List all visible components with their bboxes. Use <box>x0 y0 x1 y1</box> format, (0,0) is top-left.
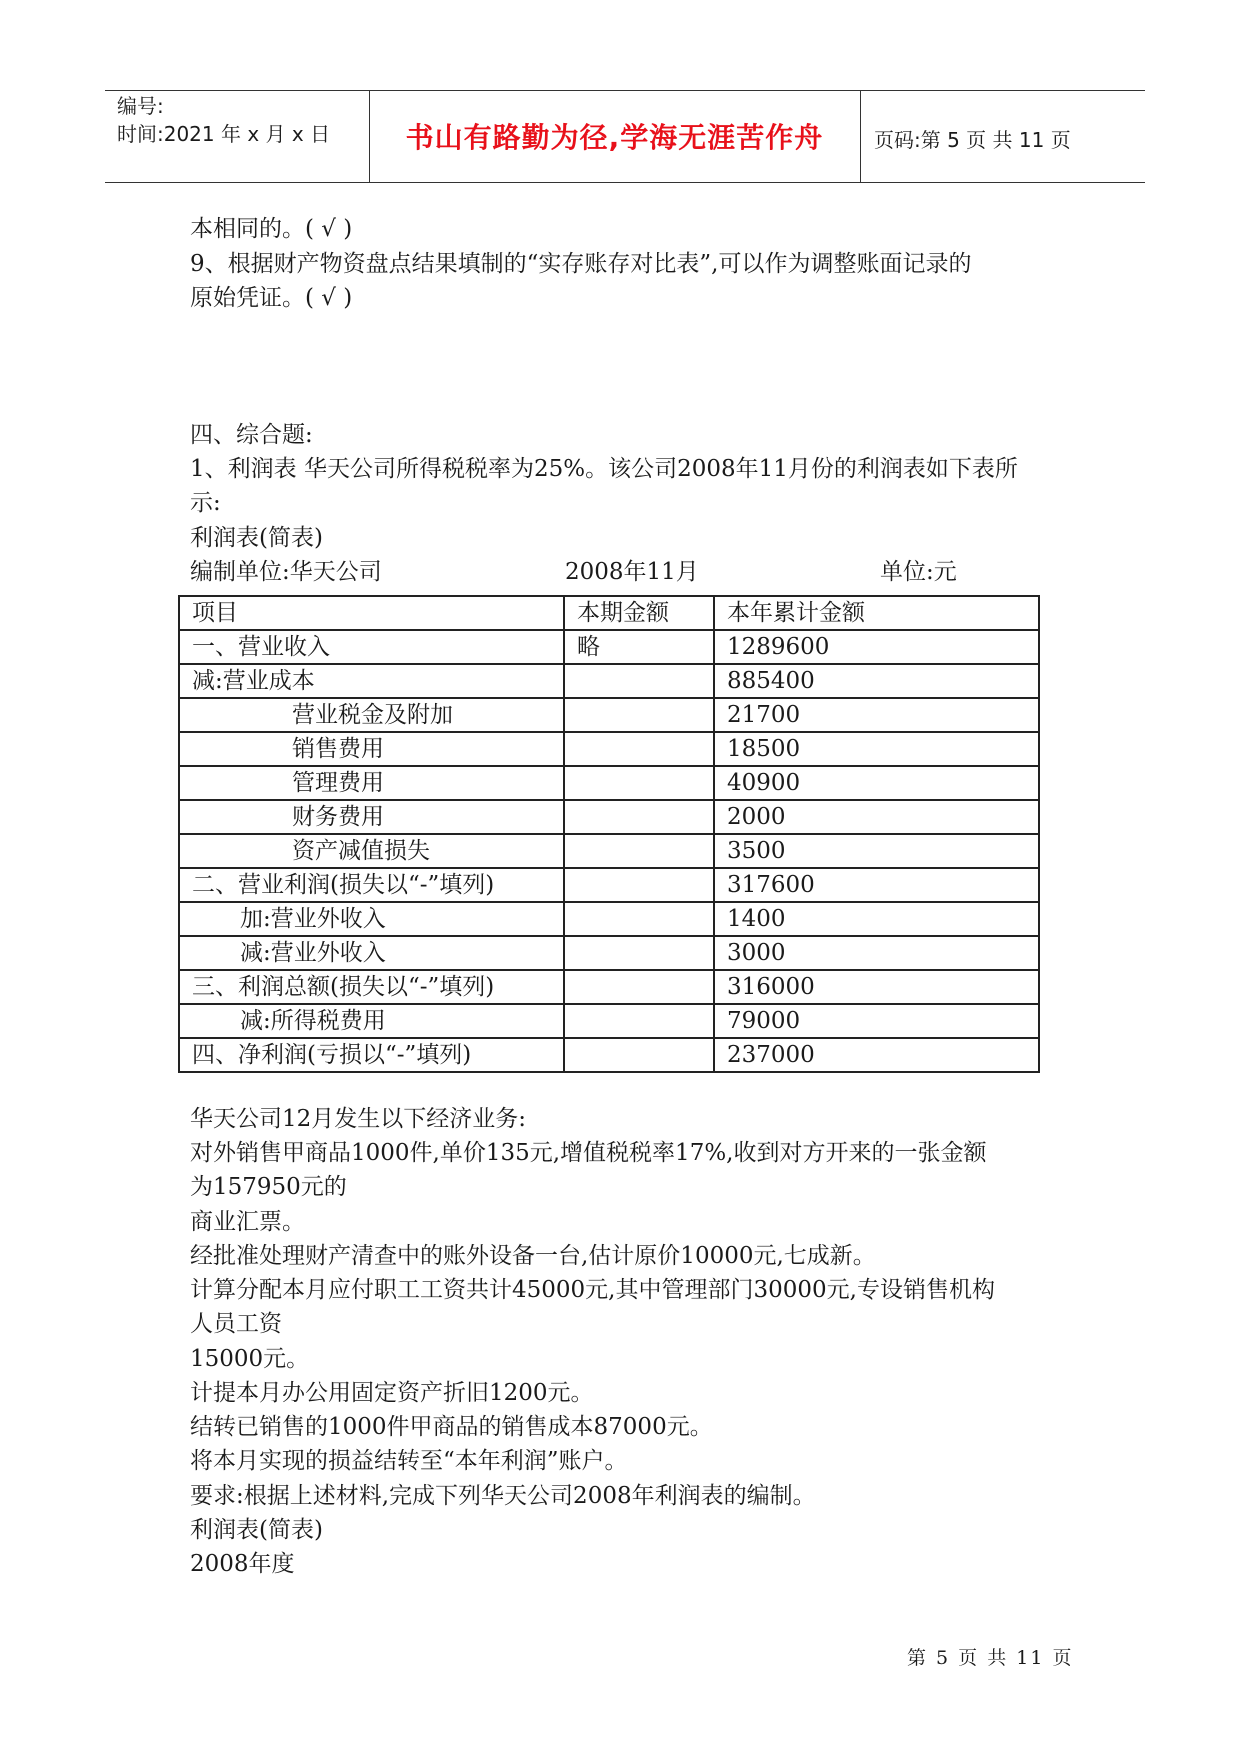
compiling-unit: 编制单位:华天公司 <box>190 559 382 585</box>
table-title: 利润表(简表) <box>190 1517 323 1543</box>
row-item: 减:所得税费用 <box>179 1004 564 1038</box>
text-line: 要求:根据上述材料,完成下列华天公司2008年利润表的编制。 <box>190 1483 816 1509</box>
table-row <box>179 1004 1039 1038</box>
row-current <box>564 664 714 698</box>
row-item: 营业税金及附加 <box>179 698 564 732</box>
table-row <box>179 766 1039 800</box>
table-header-row <box>179 596 1039 630</box>
text-line: 计提本月办公用固定资产折旧1200元。 <box>190 1380 594 1406</box>
text-line: 华天公司12月发生以下经济业务: <box>190 1106 527 1132</box>
header-item: 项目 <box>179 596 564 630</box>
row-ytd: 317600 <box>714 868 1039 902</box>
row-current <box>564 970 714 1004</box>
header-current: 本期金额 <box>564 596 714 630</box>
row-current <box>564 936 714 970</box>
table-title: 利润表(简表) <box>190 525 323 551</box>
header-bottom-rule <box>105 182 1145 183</box>
row-item: 管理费用 <box>179 766 564 800</box>
text-line: 15000元。 <box>190 1346 310 1372</box>
row-ytd: 40900 <box>714 766 1039 800</box>
row-item: 三、利润总额(损失以“-”填列) <box>179 970 564 1004</box>
row-item: 减:营业成本 <box>179 664 564 698</box>
income-statement-table <box>178 595 1040 1073</box>
row-item: 减:营业外收入 <box>179 936 564 970</box>
row-ytd: 237000 <box>714 1038 1039 1072</box>
row-current <box>564 834 714 868</box>
currency-unit: 单位:元 <box>880 559 957 585</box>
header-page-number: 页码:第 5 页 共 11 页 <box>874 128 1071 152</box>
text-line: 人员工资 <box>190 1311 282 1337</box>
report-period: 2008年度 <box>190 1551 295 1577</box>
row-ytd: 21700 <box>714 698 1039 732</box>
text-line: 示: <box>190 490 221 516</box>
row-ytd: 3500 <box>714 834 1039 868</box>
row-current <box>564 868 714 902</box>
header-divider-right <box>860 90 861 182</box>
text-line: 商业汇票。 <box>190 1209 305 1235</box>
text-line: 结转已销售的1000件甲商品的销售成本87000元。 <box>190 1414 713 1440</box>
row-item: 财务费用 <box>179 800 564 834</box>
table-row <box>179 800 1039 834</box>
text-line: 1、利润表 华天公司所得税税率为25%。该公司2008年11月份的利润表如下表所 <box>190 456 1018 482</box>
table-row <box>179 1038 1039 1072</box>
header-motto: 书山有路勤为径,学海无涯苦作舟 <box>405 121 824 154</box>
text-line: 计算分配本月应付职工工资共计45000元,其中管理部门30000元,专设销售机构 <box>190 1277 995 1303</box>
row-current <box>564 1038 714 1072</box>
row-ytd: 2000 <box>714 800 1039 834</box>
row-current <box>564 766 714 800</box>
row-current <box>564 698 714 732</box>
text-line: 原始凭证。( √ ) <box>190 285 353 311</box>
row-current: 略 <box>564 630 714 664</box>
header-number: 编号: <box>117 94 164 118</box>
table-row <box>179 936 1039 970</box>
header-top-rule <box>105 90 1145 91</box>
row-current <box>564 902 714 936</box>
row-item: 一、营业收入 <box>179 630 564 664</box>
table-row <box>179 970 1039 1004</box>
row-ytd: 1289600 <box>714 630 1039 664</box>
row-item: 二、营业利润(损失以“-”填列) <box>179 868 564 902</box>
row-ytd: 316000 <box>714 970 1039 1004</box>
header-meta <box>117 92 330 148</box>
header-ytd: 本年累计金额 <box>714 596 1039 630</box>
table-row <box>179 664 1039 698</box>
row-item: 销售费用 <box>179 732 564 766</box>
text-line: 9、根据财产物资盘点结果填制的“实存账存对比表”,可以作为调整账面记录的 <box>190 251 972 277</box>
text-line: 对外销售甲商品1000件,单价135元,增值税税率17%,收到对方开来的一张金额 <box>190 1140 987 1166</box>
table-row <box>179 868 1039 902</box>
row-ytd: 3000 <box>714 936 1039 970</box>
row-item: 资产减值损失 <box>179 834 564 868</box>
table-row <box>179 834 1039 868</box>
section-heading: 四、综合题: <box>190 422 313 448</box>
row-ytd: 79000 <box>714 1004 1039 1038</box>
text-line: 将本月实现的损益结转至“本年利润”账户。 <box>190 1448 628 1474</box>
text-line: 本相同的。( √ ) <box>190 216 353 242</box>
footer-page-number: 第 5 页 共 11 页 <box>907 1647 1074 1669</box>
table-row <box>179 630 1039 664</box>
row-current <box>564 800 714 834</box>
row-item: 加:营业外收入 <box>179 902 564 936</box>
row-ytd: 18500 <box>714 732 1039 766</box>
text-line: 为157950元的 <box>190 1174 347 1200</box>
row-ytd: 1400 <box>714 902 1039 936</box>
row-ytd: 885400 <box>714 664 1039 698</box>
report-period: 2008年11月 <box>565 559 699 585</box>
text-line: 经批准处理财产清查中的账外设备一台,估计原价10000元,七成新。 <box>190 1243 876 1269</box>
table-row <box>179 732 1039 766</box>
row-current <box>564 1004 714 1038</box>
header-time: 时间:2021 年 x 月 x 日 <box>117 122 331 146</box>
row-current <box>564 732 714 766</box>
table-row <box>179 902 1039 936</box>
row-item: 四、净利润(亏损以“-”填列) <box>179 1038 564 1072</box>
table-row <box>179 698 1039 732</box>
